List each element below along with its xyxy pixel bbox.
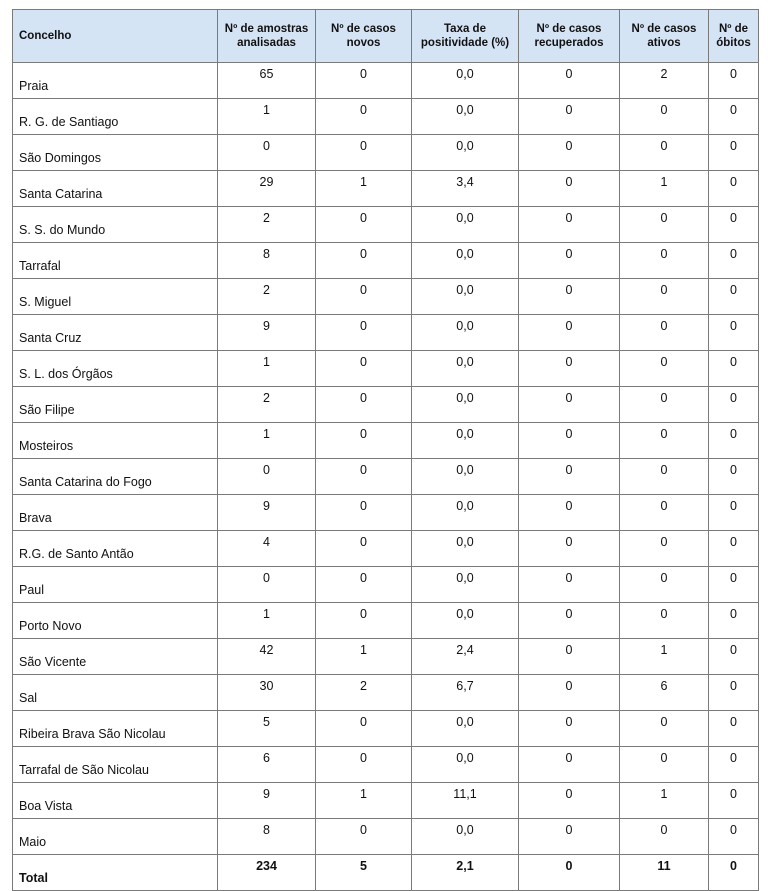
cell-amostras: 1	[218, 423, 316, 459]
cell-ativos: 6	[620, 675, 709, 711]
cell-obitos: 0	[709, 351, 759, 387]
cell-ativos: 11	[620, 855, 709, 891]
header-taxa-positividade: Taxa de positividade (%)	[412, 10, 519, 63]
table-row	[13, 63, 759, 99]
cell-amostras: 5	[218, 711, 316, 747]
header-amostras: Nº de amostras analisadas	[218, 10, 316, 63]
cell-casos-novos: 0	[316, 747, 412, 783]
cell-obitos: 0	[709, 639, 759, 675]
cell-concelho: Mosteiros	[13, 423, 218, 459]
table-row	[13, 819, 759, 855]
table-row	[13, 243, 759, 279]
cell-obitos: 0	[709, 387, 759, 423]
cell-taxa: 0,0	[412, 243, 519, 279]
cell-casos-novos: 1	[316, 639, 412, 675]
header-casos-recuperados: Nº de casos recuperados	[519, 10, 620, 63]
cell-recuperados: 0	[519, 819, 620, 855]
cell-obitos: 0	[709, 279, 759, 315]
cell-taxa: 0,0	[412, 531, 519, 567]
table-row	[13, 603, 759, 639]
cell-amostras: 9	[218, 495, 316, 531]
cell-casos-novos: 0	[316, 711, 412, 747]
cell-obitos: 0	[709, 459, 759, 495]
covid-cases-table	[12, 9, 759, 891]
cell-amostras: 30	[218, 675, 316, 711]
cell-amostras: 2	[218, 387, 316, 423]
cell-concelho: Praia	[13, 63, 218, 99]
cell-concelho: Brava	[13, 495, 218, 531]
cell-taxa: 0,0	[412, 315, 519, 351]
cell-taxa: 0,0	[412, 387, 519, 423]
cell-amostras: 0	[218, 135, 316, 171]
table-row	[13, 567, 759, 603]
cell-amostras: 65	[218, 63, 316, 99]
cell-casos-novos: 5	[316, 855, 412, 891]
cell-obitos: 0	[709, 171, 759, 207]
cell-taxa: 0,0	[412, 423, 519, 459]
cell-recuperados: 0	[519, 99, 620, 135]
cell-obitos: 0	[709, 63, 759, 99]
cell-ativos: 0	[620, 747, 709, 783]
cell-obitos: 0	[709, 135, 759, 171]
table-row	[13, 279, 759, 315]
cell-amostras: 9	[218, 783, 316, 819]
report-table-container	[12, 9, 758, 891]
cell-concelho: Porto Novo	[13, 603, 218, 639]
cell-concelho: Tarrafal de São Nicolau	[13, 747, 218, 783]
cell-ativos: 0	[620, 567, 709, 603]
cell-ativos: 0	[620, 315, 709, 351]
cell-concelho: Ribeira Brava São Nicolau	[13, 711, 218, 747]
cell-taxa: 0,0	[412, 99, 519, 135]
cell-recuperados: 0	[519, 531, 620, 567]
cell-recuperados: 0	[519, 495, 620, 531]
header-concelho: Concelho	[13, 10, 218, 63]
cell-ativos: 2	[620, 63, 709, 99]
cell-concelho: Total	[13, 855, 218, 891]
cell-ativos: 0	[620, 207, 709, 243]
cell-obitos: 0	[709, 675, 759, 711]
cell-concelho: S. Miguel	[13, 279, 218, 315]
cell-concelho: Tarrafal	[13, 243, 218, 279]
cell-obitos: 0	[709, 711, 759, 747]
cell-ativos: 0	[620, 279, 709, 315]
table-row	[13, 459, 759, 495]
cell-ativos: 0	[620, 135, 709, 171]
cell-obitos: 0	[709, 567, 759, 603]
cell-casos-novos: 0	[316, 603, 412, 639]
cell-recuperados: 0	[519, 711, 620, 747]
cell-obitos: 0	[709, 747, 759, 783]
table-row	[13, 207, 759, 243]
table-row	[13, 495, 759, 531]
table-row	[13, 675, 759, 711]
cell-taxa: 0,0	[412, 567, 519, 603]
cell-obitos: 0	[709, 243, 759, 279]
cell-taxa: 0,0	[412, 351, 519, 387]
cell-taxa: 0,0	[412, 135, 519, 171]
cell-casos-novos: 0	[316, 819, 412, 855]
cell-recuperados: 0	[519, 351, 620, 387]
header-casos-ativos: Nº de casos ativos	[620, 10, 709, 63]
cell-amostras: 2	[218, 279, 316, 315]
table-row	[13, 423, 759, 459]
cell-obitos: 0	[709, 855, 759, 891]
cell-ativos: 0	[620, 99, 709, 135]
cell-casos-novos: 0	[316, 531, 412, 567]
cell-recuperados: 0	[519, 243, 620, 279]
cell-amostras: 2	[218, 207, 316, 243]
table-row	[13, 387, 759, 423]
cell-recuperados: 0	[519, 459, 620, 495]
cell-concelho: R.G. de Santo Antão	[13, 531, 218, 567]
header-row	[13, 10, 759, 63]
cell-casos-novos: 0	[316, 279, 412, 315]
cell-recuperados: 0	[519, 171, 620, 207]
cell-obitos: 0	[709, 99, 759, 135]
cell-ativos: 0	[620, 351, 709, 387]
cell-ativos: 0	[620, 423, 709, 459]
cell-taxa: 0,0	[412, 207, 519, 243]
cell-ativos: 0	[620, 603, 709, 639]
cell-concelho: São Filipe	[13, 387, 218, 423]
cell-ativos: 0	[620, 531, 709, 567]
table-row	[13, 783, 759, 819]
cell-amostras: 8	[218, 819, 316, 855]
cell-recuperados: 0	[519, 387, 620, 423]
cell-ativos: 0	[620, 387, 709, 423]
table-row	[13, 351, 759, 387]
cell-obitos: 0	[709, 531, 759, 567]
table-row	[13, 711, 759, 747]
cell-concelho: Paul	[13, 567, 218, 603]
cell-ativos: 1	[620, 171, 709, 207]
cell-taxa: 3,4	[412, 171, 519, 207]
cell-ativos: 1	[620, 783, 709, 819]
table-row	[13, 171, 759, 207]
cell-concelho: Santa Cruz	[13, 315, 218, 351]
cell-ativos: 1	[620, 639, 709, 675]
cell-amostras: 1	[218, 99, 316, 135]
cell-recuperados: 0	[519, 603, 620, 639]
cell-casos-novos: 0	[316, 459, 412, 495]
cell-casos-novos: 0	[316, 387, 412, 423]
cell-ativos: 0	[620, 495, 709, 531]
cell-obitos: 0	[709, 423, 759, 459]
cell-amostras: 234	[218, 855, 316, 891]
cell-taxa: 0,0	[412, 603, 519, 639]
cell-amostras: 29	[218, 171, 316, 207]
header-casos-novos: Nº de casos novos	[316, 10, 412, 63]
cell-taxa: 0,0	[412, 747, 519, 783]
cell-casos-novos: 0	[316, 243, 412, 279]
cell-amostras: 1	[218, 603, 316, 639]
cell-taxa: 6,7	[412, 675, 519, 711]
cell-concelho: Santa Catarina do Fogo	[13, 459, 218, 495]
cell-casos-novos: 0	[316, 423, 412, 459]
cell-recuperados: 0	[519, 315, 620, 351]
cell-recuperados: 0	[519, 783, 620, 819]
cell-recuperados: 0	[519, 279, 620, 315]
cell-obitos: 0	[709, 315, 759, 351]
cell-casos-novos: 0	[316, 567, 412, 603]
cell-amostras: 42	[218, 639, 316, 675]
cell-concelho: Boa Vista	[13, 783, 218, 819]
table-row	[13, 135, 759, 171]
cell-recuperados: 0	[519, 855, 620, 891]
cell-concelho: São Domingos	[13, 135, 218, 171]
cell-taxa: 0,0	[412, 819, 519, 855]
cell-amostras: 1	[218, 351, 316, 387]
cell-ativos: 0	[620, 711, 709, 747]
cell-amostras: 6	[218, 747, 316, 783]
cell-taxa: 0,0	[412, 279, 519, 315]
cell-taxa: 11,1	[412, 783, 519, 819]
cell-concelho: Santa Catarina	[13, 171, 218, 207]
cell-obitos: 0	[709, 495, 759, 531]
table-row	[13, 99, 759, 135]
cell-recuperados: 0	[519, 639, 620, 675]
cell-taxa: 0,0	[412, 711, 519, 747]
table-row	[13, 531, 759, 567]
cell-concelho: São Vicente	[13, 639, 218, 675]
total-row	[13, 855, 759, 891]
table-body	[13, 63, 759, 891]
cell-taxa: 0,0	[412, 63, 519, 99]
cell-recuperados: 0	[519, 567, 620, 603]
cell-taxa: 2,1	[412, 855, 519, 891]
table-row	[13, 639, 759, 675]
table-row	[13, 315, 759, 351]
cell-taxa: 2,4	[412, 639, 519, 675]
table-row	[13, 747, 759, 783]
cell-concelho: S. S. do Mundo	[13, 207, 218, 243]
cell-concelho: Sal	[13, 675, 218, 711]
cell-casos-novos: 0	[316, 63, 412, 99]
cell-ativos: 0	[620, 459, 709, 495]
cell-obitos: 0	[709, 603, 759, 639]
cell-amostras: 9	[218, 315, 316, 351]
cell-recuperados: 0	[519, 747, 620, 783]
cell-amostras: 0	[218, 459, 316, 495]
cell-casos-novos: 1	[316, 783, 412, 819]
cell-casos-novos: 0	[316, 495, 412, 531]
cell-casos-novos: 0	[316, 99, 412, 135]
cell-casos-novos: 0	[316, 351, 412, 387]
cell-obitos: 0	[709, 783, 759, 819]
cell-casos-novos: 1	[316, 171, 412, 207]
table-header	[13, 10, 759, 63]
cell-recuperados: 0	[519, 423, 620, 459]
cell-recuperados: 0	[519, 675, 620, 711]
cell-taxa: 0,0	[412, 459, 519, 495]
header-obitos: Nº de óbitos	[709, 10, 759, 63]
cell-obitos: 0	[709, 207, 759, 243]
cell-taxa: 0,0	[412, 495, 519, 531]
cell-obitos: 0	[709, 819, 759, 855]
cell-concelho: R. G. de Santiago	[13, 99, 218, 135]
cell-casos-novos: 0	[316, 207, 412, 243]
cell-concelho: Maio	[13, 819, 218, 855]
cell-recuperados: 0	[519, 135, 620, 171]
cell-amostras: 8	[218, 243, 316, 279]
cell-ativos: 0	[620, 819, 709, 855]
cell-amostras: 4	[218, 531, 316, 567]
cell-recuperados: 0	[519, 207, 620, 243]
cell-concelho: S. L. dos Órgãos	[13, 351, 218, 387]
cell-casos-novos: 0	[316, 315, 412, 351]
cell-casos-novos: 0	[316, 135, 412, 171]
cell-ativos: 0	[620, 243, 709, 279]
cell-casos-novos: 2	[316, 675, 412, 711]
cell-recuperados: 0	[519, 63, 620, 99]
cell-amostras: 0	[218, 567, 316, 603]
